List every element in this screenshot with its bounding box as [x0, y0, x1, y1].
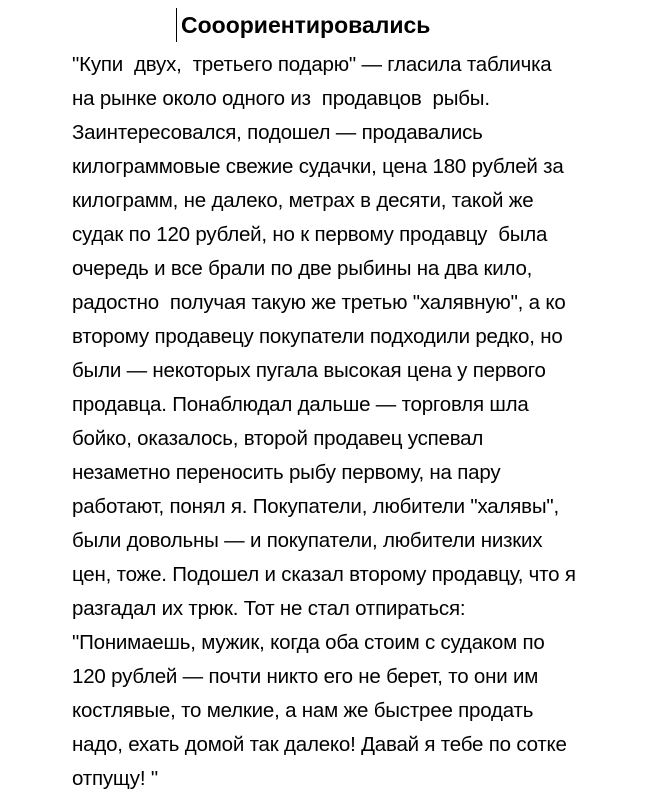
document-title: Сооориентировались [181, 12, 431, 38]
paragraph-line: килограмм, не далеко, метрах в десяти, такой же [72, 189, 534, 212]
paragraph-line: бойко, оказалось, второй продавец успевал [72, 427, 484, 450]
paragraph-line: "Понимаешь, мужик, когда оба стоим с судаком по [72, 631, 545, 654]
paragraph-line: Заинтересовался, подошел — продавались [72, 121, 483, 144]
paragraph-line: радостно получая такую же третью "халявную", а ко [72, 291, 566, 314]
paragraph-line: судак по 120 рублей, но к первому продавцу была [72, 223, 548, 246]
paragraph-line: 120 рублей — почти никто его не берет, то они им [72, 665, 539, 688]
paragraph-line: незаметно переносить рыбу первому, на пару [72, 461, 501, 484]
paragraph-line: надо, ехать домой так далеко! Давай я тебе по сотке [72, 733, 567, 756]
paragraph-line: "Купи двух, третьего подарю" — гласила табличка [72, 53, 552, 76]
paragraph-line: костлявые, то мелкие, а нам же быстрее продать [72, 699, 534, 722]
paragraph-line: очередь и все брали по две рыбины на два кило, [72, 257, 533, 280]
paragraph-line: килограммовые свежие судачки, цена 180 рублей за [72, 155, 564, 178]
text-cursor [176, 8, 177, 42]
paragraph-line: цен, тоже. Подошел и сказал второму продавцу, что я [72, 563, 576, 586]
paragraph-line: продавца. Понаблюдал дальше — торговля шла [72, 393, 529, 416]
document-body [72, 48, 642, 796]
paragraph-line: отпущу! " [72, 767, 158, 790]
paragraph-line: были — некоторых пугала высокая цена у первого [72, 359, 546, 382]
paragraph-line: разгадал их трюк. Тот не стал отпираться: [72, 597, 466, 620]
paragraph-line: работают, понял я. Покупатели, любители "халявы", [72, 495, 559, 518]
paragraph-line: были довольны — и покупатели, любители низких [72, 529, 543, 552]
paragraph-line: на рынке около одного из продавцов рыбы. [72, 87, 490, 110]
paragraph-line: второму продавецу покупатели подходили редко, но [72, 325, 563, 348]
